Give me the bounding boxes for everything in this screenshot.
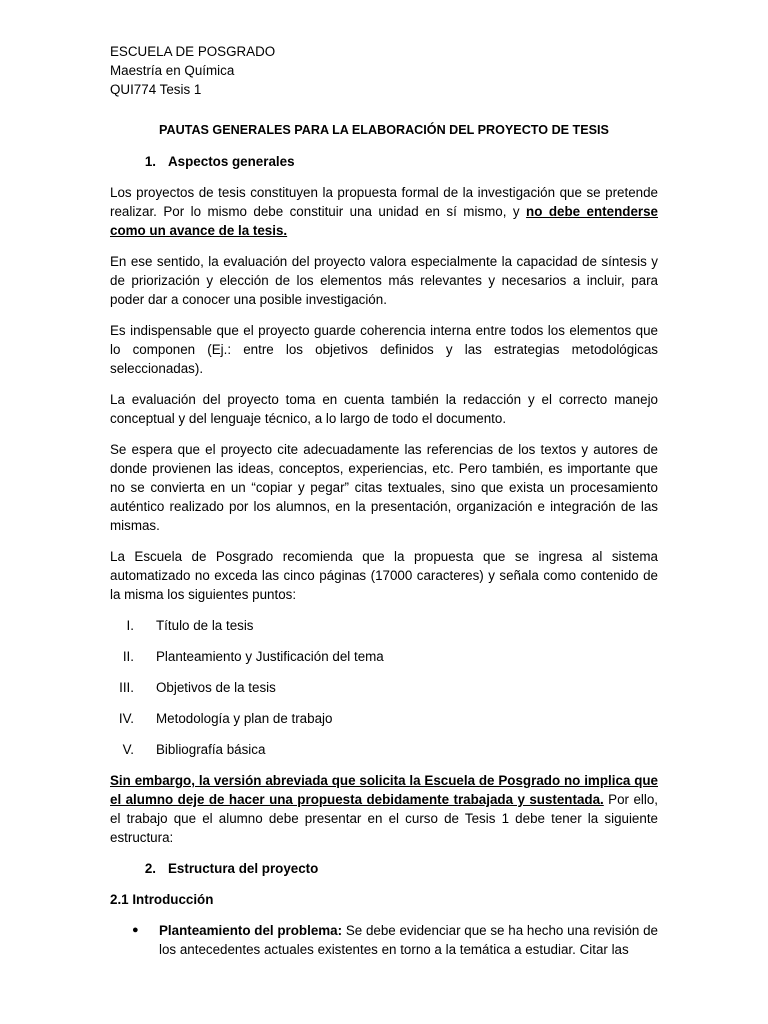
paragraph-3: Es indispensable que el proyecto guarde coherencia interna entre todos los elementos que lo componen (Ej.: entre los objetivos definidos y las estrategias metodológicas seleccionadas). <box>110 323 658 376</box>
content-points-list <box>110 616 658 759</box>
bullet-icon: ● <box>132 924 139 936</box>
paragraph-7-emphasis: Sin embargo, la versión abreviada que solicita la Escuela de Posgrado no implica que el alumno deje de hacer una propuesta debidamente trabajada y sustentada. <box>110 773 658 807</box>
list-item <box>110 740 658 759</box>
section-2-title: Estructura del proyecto <box>168 861 319 876</box>
bullet-text <box>159 921 658 959</box>
list-item <box>110 678 658 697</box>
section-1-heading <box>110 152 658 171</box>
course-code: QUI774 Tesis 1 <box>110 82 202 97</box>
paragraph-4: La evaluación del proyecto toma en cuenta también la redacción y el correcto manejo conceptual y del lenguaje técnico, a lo largo de todo el documento. <box>110 392 658 426</box>
paragraph-2: En ese sentido, la evaluación del proyecto valora especialmente la capacidad de síntesis y de priorización y elección de los elementos más relevantes y necesarios a incluir, para poder dar a conocer una posible investigación. <box>110 254 658 307</box>
section-1-number: 1. <box>144 154 156 169</box>
paragraph-1 <box>110 183 658 240</box>
program-name: Maestría en Química <box>110 63 235 78</box>
school-name: ESCUELA DE POSGRADO <box>110 44 276 59</box>
paragraph-7-text: Por ello, el trabajo que el alumno debe presentar en el curso de Tesis 1 debe tener la siguiente estructura: <box>110 792 659 845</box>
list-numeral: I. <box>126 618 134 633</box>
bullet-body: Se debe evidenciar que se ha hecho una revisión de los antecedentes actuales existentes en torno a la temática a estudiar. Citar las <box>159 923 658 957</box>
list-numeral: II. <box>122 649 134 664</box>
paragraph-7 <box>110 771 658 847</box>
paragraph-1-text: Los proyectos de tesis constituyen la propuesta formal de la investigación que se pretende realizar. Por lo mismo debe constituir una unidad en sí mismo, y <box>110 185 658 219</box>
document-title: PAUTAS GENERALES PARA LA ELABORACIÓN DEL PROYECTO DE TESIS <box>159 123 609 137</box>
list-item <box>110 616 658 635</box>
list-text: Bibliografía básica <box>156 742 266 757</box>
list-text: Metodología y plan de trabajo <box>156 711 333 726</box>
subsection-heading: 2.1 Introducción <box>110 892 214 907</box>
list-numeral: V. <box>122 742 134 757</box>
section-1-title: Aspectos generales <box>168 154 295 169</box>
list-text: Título de la tesis <box>156 618 254 633</box>
section-2-number: 2. <box>144 861 156 876</box>
bullet-item <box>110 921 658 959</box>
list-text: Objetivos de la tesis <box>156 680 276 695</box>
list-item <box>110 647 658 666</box>
paragraph-5: Se espera que el proyecto cite adecuadamente las referencias de los textos y autores de donde provienen las ideas, conceptos, experiencias, etc. Pero también, es importante que no se convierta en un “copiar y pegar” citas textuales, sino que exista un procesamiento auténtico realizado por los alumnos, en la presentación, organización e integración de las mismas. <box>110 442 658 533</box>
list-text: Planteamiento y Justificación del tema <box>156 649 384 664</box>
paragraph-1-emphasis: no debe entenderse como un avance de la tesis. <box>110 204 659 238</box>
list-numeral: IV. <box>118 711 134 726</box>
bullet-label: Planteamiento del problema: <box>159 923 343 938</box>
paragraph-6: La Escuela de Posgrado recomienda que la propuesta que se ingresa al sistema automatizado no exceda las cinco páginas (17000 caracteres) y señala como contenido de la misma los siguientes puntos: <box>110 549 658 602</box>
list-numeral: III. <box>119 680 134 695</box>
section-2-heading <box>110 859 658 878</box>
list-item <box>110 709 658 728</box>
